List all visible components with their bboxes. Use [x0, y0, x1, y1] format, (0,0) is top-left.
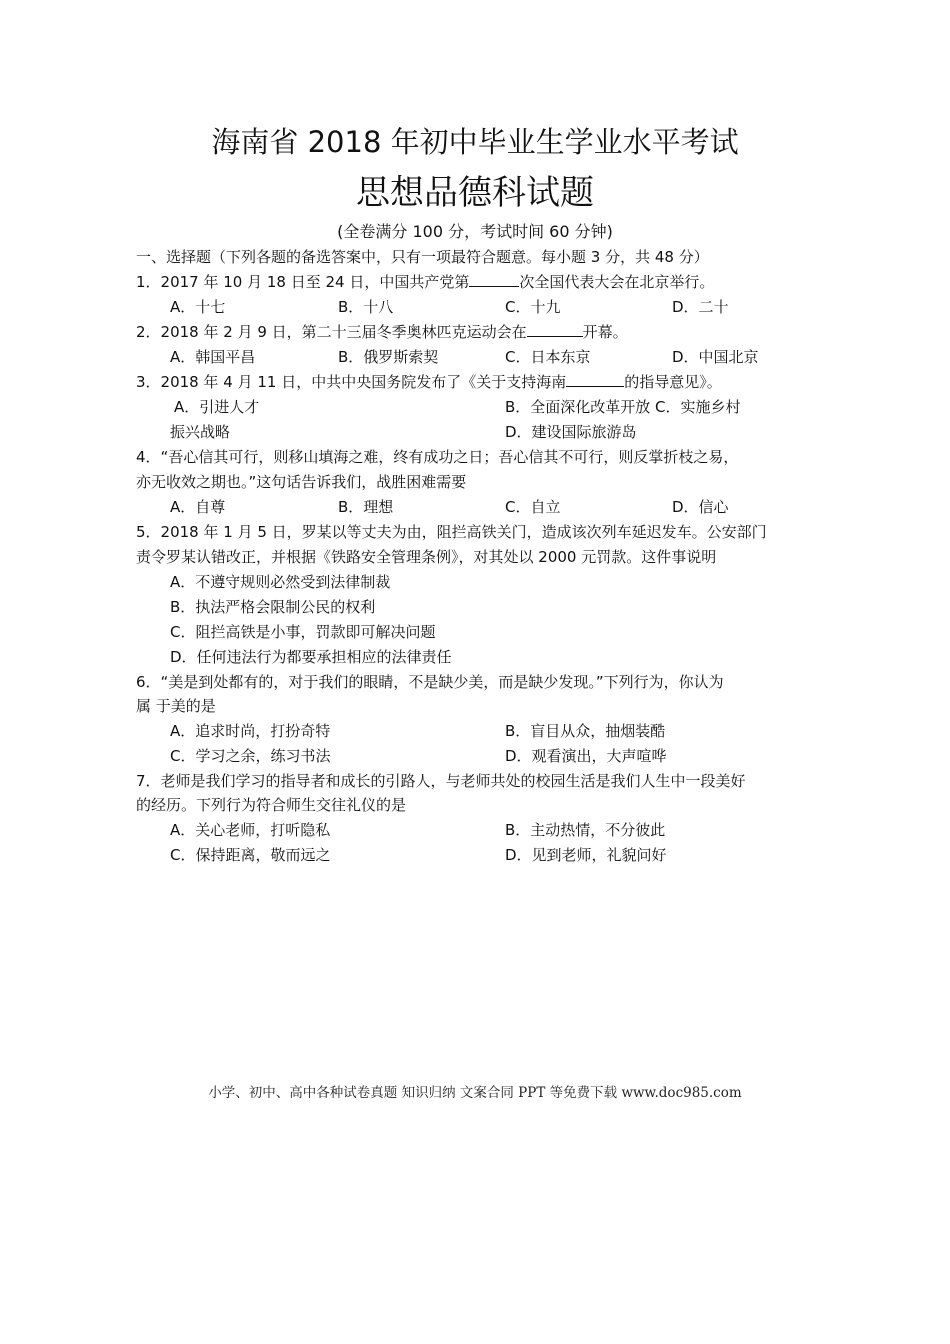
q1-option-d: D．二十 — [672, 298, 729, 316]
q7-option-a: A．关心老师，打听隐私 — [170, 821, 331, 839]
q4-option-a: A．自尊 — [170, 498, 226, 516]
exam-info: (全卷满分 100 分，考试时间 60 分钟) — [337, 222, 613, 241]
q6-option-c: C．学习之余，练习书法 — [170, 747, 331, 765]
question-7-line-2: 的经历。下列行为符合师生交往礼仪的是 — [136, 796, 407, 814]
q2-option-a: A．韩国平昌 — [170, 348, 256, 366]
q2-option-c: C．日本东京 — [505, 348, 591, 366]
answer-blank — [566, 372, 624, 387]
q5-option-a: A．不遵守规则必然受到法律制裁 — [170, 573, 391, 591]
q3-option-a: A．引进人才 — [174, 398, 260, 416]
question-2 — [136, 320, 826, 344]
q7-option-c: C．保持距离，敬而远之 — [170, 846, 331, 864]
q3-option-d: D．建设国际旅游岛 — [505, 423, 637, 441]
q2-option-d: D．中国北京 — [672, 348, 759, 366]
q4-option-c: C．自立 — [505, 498, 561, 516]
question-2-text-end: 开幕。 — [582, 323, 628, 341]
q5-option-d: D．任何违法行为都要承担相应的法律责任 — [170, 648, 452, 666]
q6-option-a: A．追求时尚，打扮奇特 — [170, 722, 331, 740]
question-4-line-1: 4．“吾心信其可行，则移山填海之难，终有成功之日；吾心信其不可行，则反掌折枝之易， — [136, 448, 739, 466]
question-3-text: 3．2018 年 4 月 11 日，中共中央国务院发布了《关于支持海南 — [136, 373, 567, 391]
q7-option-d: D．见到老师，礼貌问好 — [505, 846, 667, 864]
q1-option-c: C．十九 — [505, 298, 561, 316]
question-1-text: 1．2017 年 10 月 18 日至 24 日，中国共产党第 — [136, 273, 470, 291]
question-4-line-2: 亦无收效之期也。”这句话告诉我们，战胜困难需要 — [136, 473, 467, 491]
subject-title: 思想品德科试题 — [356, 173, 594, 213]
answer-blank — [527, 322, 583, 337]
question-5-line-2: 责令罗某认错改正，并根据《铁路安全管理条例》，对其处以 2000 元罚款。这件事说明 — [136, 548, 717, 566]
q7-option-b: B．主动热情，不分彼此 — [505, 821, 666, 839]
question-3 — [136, 370, 826, 394]
q1-option-a: A．十七 — [170, 298, 226, 316]
q4-option-b: B．理想 — [338, 498, 394, 516]
q3-option-c-continued: 振兴战略 — [170, 423, 231, 441]
exam-title: 海南省 2018 年初中毕业生学业水平考试 — [211, 125, 739, 159]
q5-option-c: C．阻拦高铁是小事，罚款即可解决问题 — [170, 623, 436, 641]
question-7-line-1: 7．老师是我们学习的指导者和成长的引路人，与老师共处的校园生活是我们人生中一段美好 — [136, 772, 746, 790]
question-1 — [136, 270, 826, 294]
question-2-text: 2．2018 年 2 月 9 日，第二十三届冬季奥林匹克运动会在 — [136, 323, 527, 341]
section-heading: 一、选择题（下列各题的备选答案中，只有一项最符合题意。每小题 3 分，共 48 分） — [136, 248, 709, 266]
q3-option-b-c: B．全面深化改革开放 C．实施乡村 — [505, 398, 741, 416]
q4-option-d: D．信心 — [672, 498, 729, 516]
question-3-text-end: 的指导意见》。 — [624, 373, 722, 391]
q6-option-b: B．盲目从众，抽烟装酷 — [505, 722, 666, 740]
question-1-text-end: 次全国代表大会在北京举行。 — [519, 273, 715, 291]
answer-blank — [469, 272, 519, 287]
q1-option-b: B．十八 — [338, 298, 394, 316]
question-6-line-2: 属 于美的是 — [136, 697, 216, 715]
q2-option-b: B．俄罗斯索契 — [338, 348, 439, 366]
q5-option-b: B．执法严格会限制公民的权利 — [170, 598, 376, 616]
page-footer: 小学、初中、高中各种试卷真题 知识归纳 文案合同 PPT 等免费下载 www.doc985.com — [208, 1085, 742, 1101]
question-5-line-1: 5．2018 年 1 月 5 日，罗某以等丈夫为由，阻拦高铁关门，造成该次列车延迟发车。公安部门 — [136, 523, 767, 541]
q6-option-d: D．观看演出，大声喧哗 — [505, 747, 667, 765]
question-6-line-1: 6．“美是到处都有的，对于我们的眼睛，不是缺少美，而是缺少发现。”下列行为，你认为 — [136, 673, 724, 691]
